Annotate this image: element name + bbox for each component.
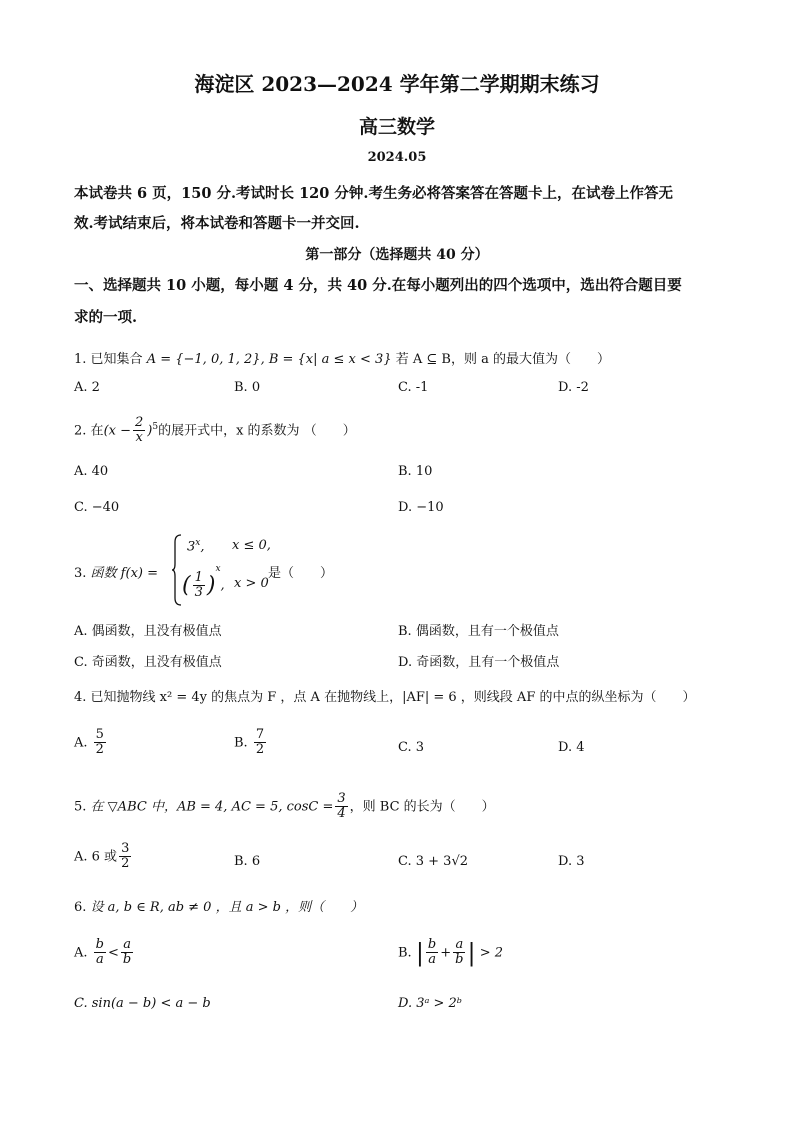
expr-open: (x − (103, 423, 131, 439)
q1-option-a[interactable]: A. 2 (74, 380, 100, 395)
fraction-denominator: 2 (255, 742, 265, 758)
question-3-stem (74, 562, 158, 581)
piecewise-condition-1: x ≤ 0, (232, 538, 271, 553)
fraction-numerator: a (121, 938, 133, 953)
fraction-numerator: 7 (255, 727, 265, 742)
question-text: 设 a, b ∈ R, ab ≠ 0 ，且 a > b ，则（ ） (90, 900, 364, 915)
fraction-denominator: 2 (95, 742, 104, 758)
piecewise-condition-2: x > 0 (234, 576, 269, 591)
fraction (254, 728, 266, 758)
part1-description-1: 一、选择题共 10 小题，每小题 4 分，共 40 分.在每小题列出的四个选项中，选出符合题目要 (74, 277, 682, 294)
q5-option-c[interactable]: C. 3 + 3√2 (398, 854, 469, 869)
instructions-line-1: 本试卷共 6 页，150 分.考试时长 120 分钟.考生务必将答案答在答题卡上，在试卷上作答无 (74, 185, 673, 202)
q5-option-d[interactable]: D. 3 (558, 854, 585, 869)
exam-title: 海淀区 2023—2024 学年第二学期期末练习 (194, 72, 600, 96)
question-4 (74, 686, 695, 705)
fraction-numerator: b (95, 937, 104, 952)
comparison: > 2 (479, 945, 504, 961)
fraction-numerator: a (453, 938, 465, 953)
fraction-denominator: b (122, 952, 132, 968)
q1-option-d[interactable]: D. -2 (558, 380, 589, 395)
fraction-denominator: a (95, 952, 104, 968)
question-text: ，则 BC 的长为（ ） (349, 799, 495, 815)
piecewise-brace (172, 534, 182, 606)
fraction-denominator: 2 (121, 856, 130, 872)
q4-option-b[interactable] (234, 728, 268, 758)
piecewise-case-1: 3$^x$, (187, 538, 205, 555)
fraction (426, 938, 438, 968)
option-label: A. (74, 945, 88, 961)
q2-option-a[interactable]: A. 40 (74, 464, 109, 479)
q5-option-a[interactable] (74, 842, 133, 872)
q6-option-d[interactable]: D. 3ᵃ > 2ᵇ (398, 996, 463, 1011)
option-label: B. (234, 735, 248, 751)
q1-option-b[interactable]: B. 0 (234, 380, 261, 395)
part1-heading: 第一部分（选择题共 40 分） (305, 247, 489, 263)
exponent: 5 (152, 421, 159, 432)
expr-close: ) (147, 423, 153, 439)
question-text: 在 ▽ABC 中，AB = 4, AC = 5, cosC = (90, 799, 334, 815)
fraction (133, 416, 145, 446)
q1-option-c[interactable]: C. -1 (398, 380, 429, 395)
q3-option-d[interactable]: D. 奇函数，且有一个极值点 (398, 655, 560, 670)
question-number: 6. (74, 900, 87, 915)
fraction (119, 842, 131, 872)
question-condition: 若 A ⊆ B (395, 352, 451, 367)
exam-date: 2024.05 (367, 150, 427, 165)
case-1-exponent: x (195, 538, 201, 548)
question-number: 3. (74, 566, 87, 581)
question-text: ，则 a 的最大值为（ ） (450, 352, 610, 367)
fraction-denominator: 4 (337, 806, 346, 822)
question-text: 已知集合 (90, 352, 143, 367)
q2-option-c[interactable]: C. −40 (74, 500, 120, 515)
q4-option-d[interactable]: D. 4 (558, 740, 585, 755)
q5-option-b[interactable]: B. 6 (234, 854, 261, 869)
question-text: 是（ ） (268, 566, 334, 581)
q6-option-b[interactable]: B. | $\frac{b}{a}$ + $\frac{a}{b}$ | > 2 (398, 937, 504, 968)
option-label: A. (74, 735, 88, 751)
fraction (94, 938, 106, 968)
fraction (453, 938, 465, 968)
q4-option-c[interactable]: C. 3 (398, 740, 425, 755)
fraction-numerator: 2 (135, 415, 144, 430)
fraction-numerator: 1 (194, 569, 203, 585)
q2-option-d[interactable]: D. −10 (398, 500, 444, 515)
option-label: A. 6 或 (74, 849, 118, 865)
question-text: 在 (90, 423, 104, 439)
q3-option-b[interactable]: B. 偶函数，且有一个极值点 (398, 624, 559, 639)
q6-option-a[interactable] (74, 938, 135, 968)
question-text: 的展开式中，x 的系数为 （ ） (158, 423, 356, 439)
fraction-denominator: a (428, 952, 436, 968)
exam-subtitle: 高三数学 (358, 116, 435, 138)
instructions-line-2: 效.考试结束后，将本试卷和答题卡一并交回. (74, 215, 360, 232)
q6-option-c[interactable]: C. sin(a − b) < a − b (74, 996, 211, 1011)
question-text: 已知抛物线 x² = 4y 的焦点为 F ，点 A 在抛物线上，|AF| = 6 ，则线段 AF 的中点的纵坐标为（ ） (90, 690, 696, 705)
question-number: 4. (74, 690, 87, 705)
question-1 (74, 348, 610, 367)
piecewise-case-2: ( $\frac{1}{3}$ )$^x$, (182, 564, 225, 600)
part1-description-2: 求的一项. (74, 309, 138, 326)
operator: < (108, 945, 119, 961)
case-1-base: 3 (187, 539, 196, 555)
fraction (94, 728, 106, 758)
fraction-numerator: 3 (121, 841, 130, 856)
fraction-denominator: x (135, 430, 143, 446)
q4-option-a[interactable] (74, 728, 108, 758)
question-number: 1. (74, 352, 87, 367)
question-number: 5. (74, 799, 87, 815)
q3-option-a[interactable]: A. 偶函数，且没有极值点 (74, 624, 222, 639)
question-2 (74, 416, 356, 446)
fraction-denominator: 3 (194, 585, 203, 600)
q2-option-b[interactable]: B. 10 (398, 464, 433, 479)
set-b: , B = {x| a ≤ x < 3} (260, 352, 392, 367)
q3-option-c[interactable]: C. 奇函数，且没有极值点 (74, 655, 222, 670)
operator: + (440, 945, 452, 961)
fraction-numerator: 5 (95, 727, 104, 742)
set-a: A = {−1, 0, 1, 2} (146, 352, 261, 367)
case-2-exponent: x (215, 564, 221, 574)
fraction-numerator: b (427, 937, 437, 952)
fraction (335, 792, 347, 822)
question-5 (74, 792, 495, 822)
question-number: 2. (74, 423, 87, 439)
question-text: 函数 f(x) = (90, 566, 158, 581)
fraction (121, 938, 133, 968)
question-6 (74, 896, 363, 915)
fraction-numerator: 3 (337, 791, 346, 806)
fraction (193, 571, 205, 601)
option-label: B. (398, 945, 412, 961)
fraction-denominator: b (455, 952, 464, 968)
